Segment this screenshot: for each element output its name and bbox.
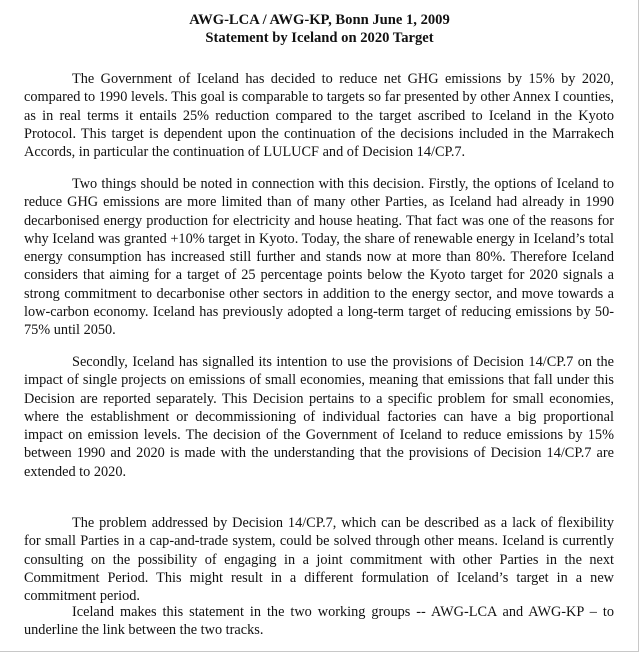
paragraph-1: The Government of Iceland has decided to reduce net GHG emissions by 15% by 2020, compared to 1990 levels. This goal is comparable to targets so far presented by other Annex I counties, as in real terms it entails 25% reduction compared to the target ascribed to Iceland in the Kyoto Protocol. This target is dependent upon the continuation of the decisions included in the Marrakech Accords, in particular the continuation of LULUCF and of Decision 14/CP.7.: [24, 71, 614, 161]
paragraph-5: Iceland makes this statement in the two working groups -- AWG-LCA and AWG-KP – to underline the link between the two tracks.: [24, 604, 614, 639]
paragraph-2: Two things should be noted in connection with this decision. Firstly, the options of Iceland to reduce GHG emissions are more limited than of many other Parties, as Iceland had already in 1990 decarbonised energy production for electricity and house heating. That fact was one of the reasons for why Iceland was granted +10% target in Kyoto. Today, the share of renewable energy in Iceland’s total energy consumption has increased still further and stands now at more than 80%. Therefore Iceland considers that aiming for a target of 25 percentage points below the Kyoto target for 2020 signals a strong commitment to decarbonise other sectors in addition to the energy sector, and move towards a low-carbon economy. Iceland has previously adopted a long-term target of reducing emissions by 50-75% until 2050.: [24, 176, 614, 339]
document-subtitle: Statement by Iceland on 2020 Target: [205, 30, 434, 46]
paragraph-4: The problem addressed by Decision 14/CP.7, which can be described as a lack of flexibility for small Parties in a cap-and-trade system, could be solved through other means. Iceland is currently consulting on the possibility of engaging in a joint commitment with other Parties in the next Commitment Period. This might result in a different formulation of Iceland’s target in a new commitment period.: [24, 515, 614, 605]
document-title: AWG-LCA / AWG-KP, Bonn June 1, 2009: [189, 12, 450, 28]
paragraph-3: Secondly, Iceland has signalled its intention to use the provisions of Decision 14/CP.7 on the impact of single projects on emissions of small economies, meaning that emissions that fall under this Decision are reported separately. This Decision pertains to a specific problem for small economies, where the establishment or decommissioning of individual factories can have a big proportional impact on emission levels. The decision of the Government of Iceland to reduce emissions by 15% between 1990 and 2020 is made with the understanding that the provisions of Decision 14/CP.7 are extended to 2020.: [24, 354, 614, 480]
